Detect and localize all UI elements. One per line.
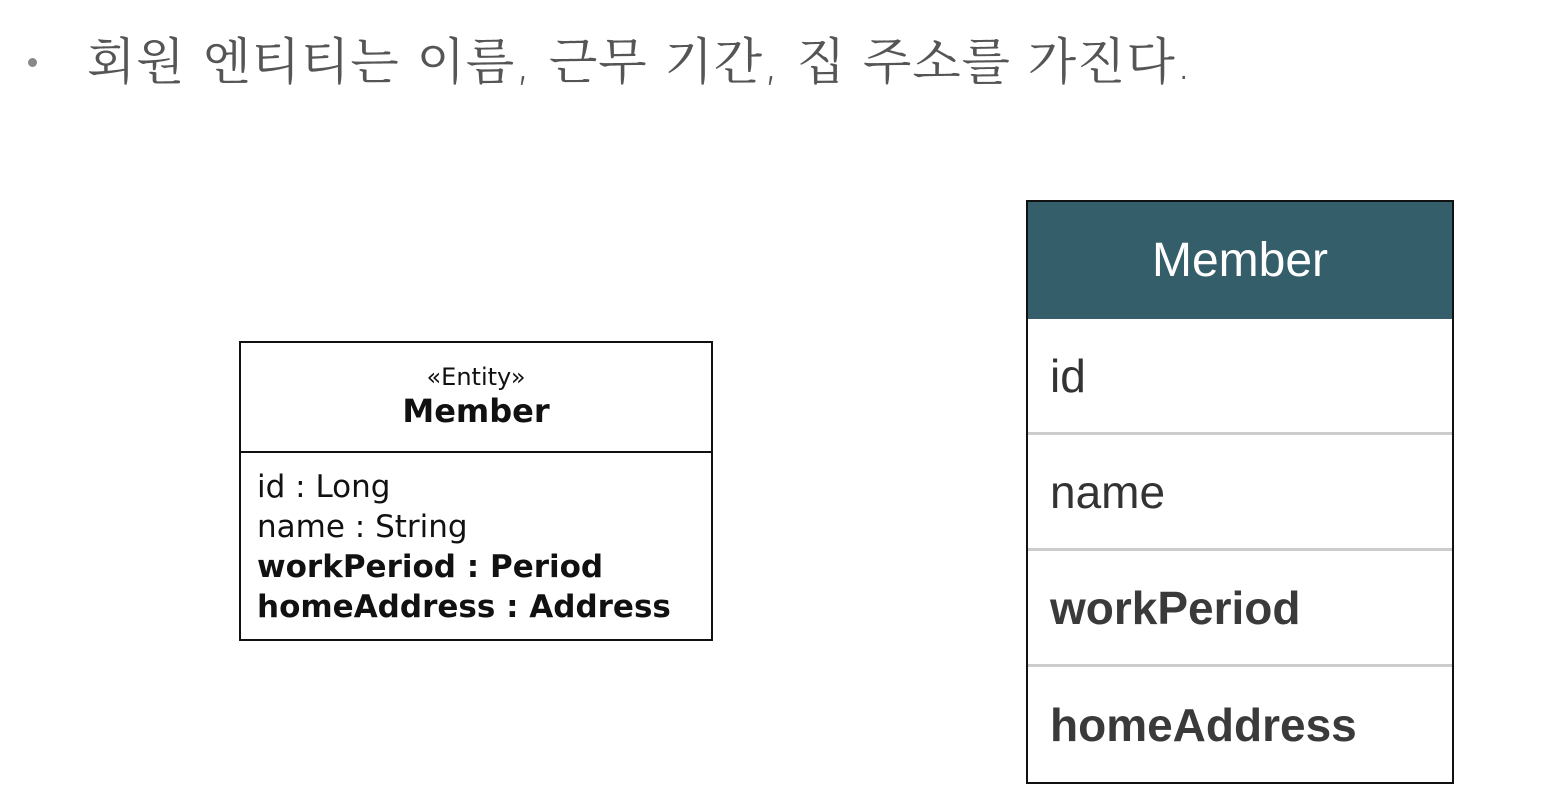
- uml-attribute-work-period: workPeriod : Period: [257, 549, 604, 585]
- uml-attribute-home-address: homeAddress : Address: [257, 589, 671, 625]
- table-member: [1026, 200, 1454, 784]
- table-title: Member: [1151, 234, 1329, 287]
- uml-attribute-list: [241, 453, 711, 627]
- uml-attribute-id: id : Long: [257, 469, 391, 505]
- uml-stereotype: «Entity»: [426, 363, 526, 391]
- table-column-home-address: homeAddress: [1050, 699, 1357, 751]
- table-column-work-period: workPeriod: [1028, 551, 1452, 667]
- table-column-id: id: [1028, 319, 1452, 435]
- bullet-icon: [28, 58, 37, 67]
- uml-class-name: Member: [402, 392, 550, 430]
- uml-attribute-name: name : String: [257, 509, 468, 545]
- heading-bullet-line: [28, 22, 1193, 94]
- heading-text: 회원 엔티티는 이름, 근무 기간, 집 주소를 가진다.: [87, 33, 1193, 91]
- table-header: [1028, 202, 1452, 319]
- table-column-name: name: [1028, 435, 1452, 551]
- uml-class-member: [239, 341, 713, 641]
- uml-class-header: [241, 343, 711, 453]
